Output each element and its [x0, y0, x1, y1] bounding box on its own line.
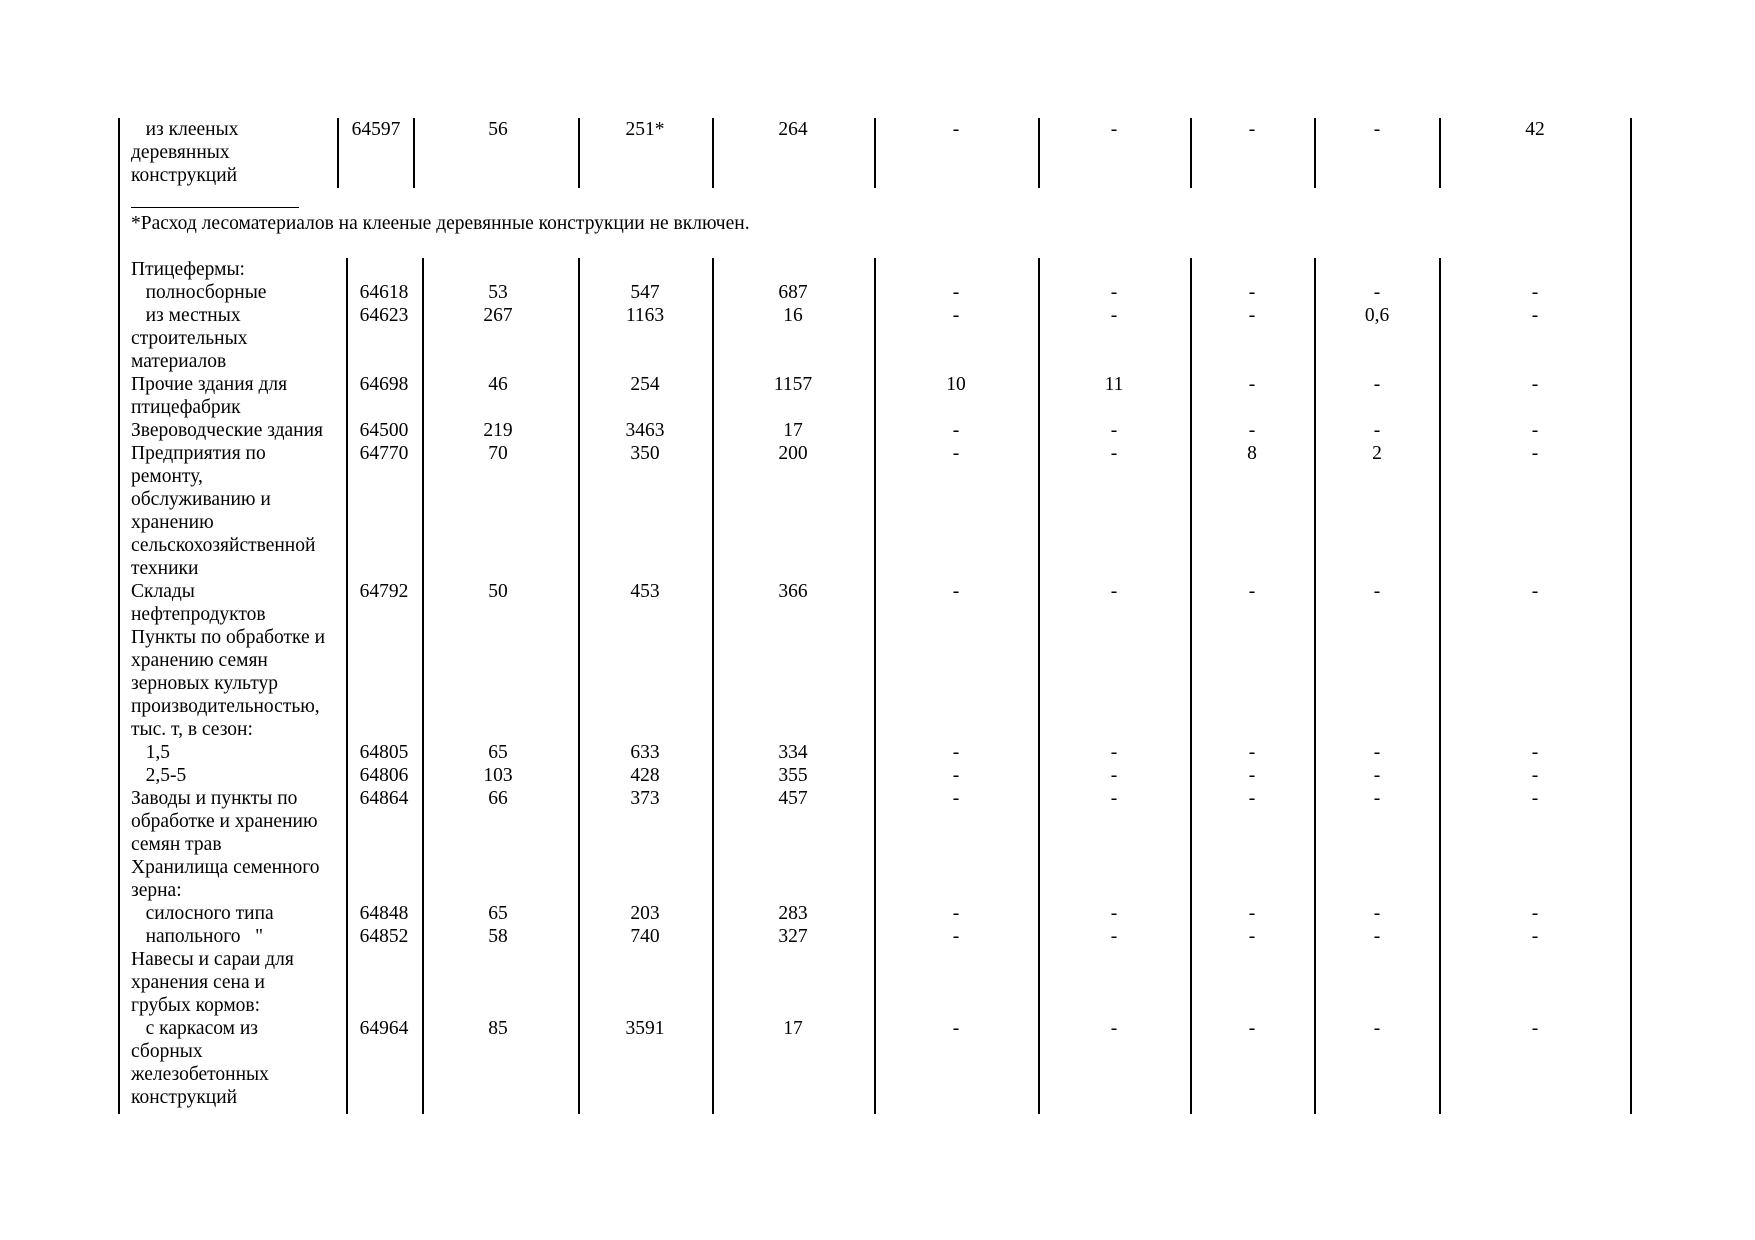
column-border-2 — [422, 258, 424, 1114]
row-name-line: зерновых культур — [131, 673, 278, 694]
column-border-top-5 — [874, 118, 876, 188]
row-value: - — [1248, 374, 1256, 395]
row-name-line: 2,5-5 — [131, 765, 187, 786]
row-code: 64805 — [359, 742, 409, 763]
row-value: - — [1531, 305, 1539, 326]
row-name-line: Навесы и сараи для — [131, 949, 294, 970]
row-code: 64792 — [359, 581, 409, 602]
row-value: - — [1248, 765, 1256, 786]
row-name-line: деревянных — [131, 142, 230, 163]
row-value: - — [1248, 282, 1256, 303]
row-value: 56 — [488, 119, 508, 140]
row-value: 1157 — [773, 374, 813, 395]
row-value: 366 — [778, 581, 808, 602]
row-value: - — [1110, 443, 1118, 464]
column-border-top-8 — [1314, 118, 1316, 188]
row-name-line: Прочие здания для — [131, 374, 288, 395]
row-value: - — [1531, 765, 1539, 786]
row-name-line: конструкций — [131, 1087, 238, 1108]
row-value: - — [952, 742, 960, 763]
row-value: - — [1110, 282, 1118, 303]
row-value: 1163 — [625, 305, 665, 326]
row-value: - — [1373, 926, 1381, 947]
row-code: 64848 — [359, 903, 409, 924]
row-value: - — [1531, 788, 1539, 809]
row-value: 334 — [778, 742, 808, 763]
column-border-8 — [1314, 258, 1316, 1114]
row-value: - — [1110, 926, 1118, 947]
row-code: 64618 — [359, 282, 409, 303]
row-value: 85 — [488, 1018, 508, 1039]
row-value: - — [952, 903, 960, 924]
row-name-line: зерна: — [131, 880, 182, 901]
column-border-top-3 — [578, 118, 580, 188]
row-value: - — [1248, 742, 1256, 763]
row-value: - — [1110, 119, 1118, 140]
row-value: 46 — [488, 374, 508, 395]
row-name-line: полносборные — [131, 282, 267, 303]
row-value: - — [952, 788, 960, 809]
row-name-line: Звероводческие здания — [131, 420, 324, 441]
row-value: - — [1373, 374, 1381, 395]
row-value: 283 — [778, 903, 808, 924]
row-value: - — [1110, 903, 1118, 924]
column-border-top-10 — [1630, 118, 1632, 188]
row-value: - — [1531, 282, 1539, 303]
row-value: 10 — [946, 374, 966, 395]
row-value: 66 — [488, 788, 508, 809]
row-value: - — [952, 926, 960, 947]
row-value: 373 — [630, 788, 660, 809]
row-name-line: из клееных — [131, 119, 239, 140]
row-code: 64852 — [359, 926, 409, 947]
row-value: 350 — [630, 443, 660, 464]
row-value: 65 — [488, 903, 508, 924]
row-code: 64964 — [359, 1018, 409, 1039]
row-value: - — [952, 282, 960, 303]
row-value: 453 — [630, 581, 660, 602]
row-value: 203 — [630, 903, 660, 924]
row-value: - — [952, 443, 960, 464]
row-value: 17 — [783, 420, 803, 441]
row-value: 3591 — [625, 1018, 665, 1039]
row-value: - — [952, 765, 960, 786]
row-value: 267 — [483, 305, 513, 326]
row-code: 64623 — [359, 305, 409, 326]
row-value: 0,6 — [1364, 305, 1390, 326]
row-value: 457 — [778, 788, 808, 809]
row-value: - — [1110, 305, 1118, 326]
row-value: - — [1110, 765, 1118, 786]
row-value: 3463 — [625, 420, 665, 441]
row-value: - — [1373, 742, 1381, 763]
row-value: 200 — [778, 443, 808, 464]
row-value: 16 — [783, 305, 803, 326]
row-value: 740 — [630, 926, 660, 947]
row-name-line: Предприятия по — [131, 443, 266, 464]
column-border-9 — [1439, 258, 1441, 1114]
row-value: 687 — [778, 282, 808, 303]
column-border-top-6 — [1038, 118, 1040, 188]
row-name-line: железобетонных — [131, 1064, 269, 1085]
row-value: 70 — [488, 443, 508, 464]
row-name-line: Заводы и пункты по — [131, 788, 298, 809]
row-value: 65 — [488, 742, 508, 763]
row-value: - — [1373, 420, 1381, 441]
row-value: - — [1373, 903, 1381, 924]
row-value: 327 — [778, 926, 808, 947]
row-value: 2 — [1372, 443, 1382, 464]
row-value: - — [1248, 420, 1256, 441]
row-name-line: 1,5 — [131, 742, 170, 763]
row-value: - — [1373, 282, 1381, 303]
row-name-line: хранению — [131, 512, 214, 533]
row-value: - — [1531, 420, 1539, 441]
row-name-line: силосного типа — [131, 903, 274, 924]
row-value: - — [952, 305, 960, 326]
column-border-5 — [874, 258, 876, 1114]
row-code: 64864 — [359, 788, 409, 809]
footnote-text: *Расход лесоматериалов на клееные деревянные конструкции не включен. — [131, 213, 750, 234]
row-value: - — [1248, 1018, 1256, 1039]
row-value: - — [1531, 903, 1539, 924]
row-value: - — [1110, 420, 1118, 441]
row-name-line: хранению семян — [131, 650, 268, 671]
column-border-6 — [1038, 258, 1040, 1114]
row-name-line: строительных — [131, 328, 248, 349]
row-name-line: напольного " — [131, 926, 264, 947]
row-name-line: сборных — [131, 1041, 203, 1062]
right-border-footnote — [1630, 188, 1632, 258]
row-name-line: семян трав — [131, 834, 222, 855]
row-value: - — [1248, 903, 1256, 924]
column-border-3 — [578, 258, 580, 1114]
row-value: 50 — [488, 581, 508, 602]
row-value: 8 — [1247, 443, 1257, 464]
row-value: - — [1531, 1018, 1539, 1039]
row-code: 64770 — [359, 443, 409, 464]
column-border-top-1 — [337, 118, 339, 188]
row-value: - — [1531, 374, 1539, 395]
row-value: 428 — [630, 765, 660, 786]
row-value: 264 — [778, 119, 808, 140]
row-value: - — [1373, 119, 1381, 140]
row-name-line: грубых кормов: — [131, 995, 261, 1016]
row-value: - — [952, 1018, 960, 1039]
row-value: 103 — [483, 765, 513, 786]
row-value: 547 — [630, 282, 660, 303]
row-name-line: нефтепродуктов — [131, 604, 266, 625]
row-value: 219 — [483, 420, 513, 441]
column-border-top-2 — [413, 118, 415, 188]
row-value: 355 — [778, 765, 808, 786]
row-code: 64500 — [359, 420, 409, 441]
footnote-rule — [131, 207, 299, 208]
row-value: - — [1373, 788, 1381, 809]
row-value: 254 — [630, 374, 660, 395]
row-name-line: тыс. т, в сезон: — [131, 719, 253, 740]
row-value: 53 — [488, 282, 508, 303]
row-name-line: сельскохозяйственной — [131, 535, 316, 556]
row-name-line: хранения сена и — [131, 972, 265, 993]
row-value: - — [1531, 926, 1539, 947]
row-name-line: обслуживанию и — [131, 489, 271, 510]
row-name-line: с каркасом из — [131, 1018, 258, 1039]
row-value: 633 — [630, 742, 660, 763]
row-name-line: из местных — [131, 305, 241, 326]
row-name-line: конструкций — [131, 165, 238, 186]
row-name-line: ремонту, — [131, 466, 203, 487]
row-value: - — [952, 119, 960, 140]
row-value: - — [952, 420, 960, 441]
row-name-line: материалов — [131, 351, 227, 372]
row-name-line: техники — [131, 558, 199, 579]
row-name-line: обработке и хранению — [131, 811, 318, 832]
column-border-4 — [712, 258, 714, 1114]
row-value: - — [1248, 926, 1256, 947]
row-value: - — [1248, 305, 1256, 326]
column-border-top-4 — [712, 118, 714, 188]
row-value: - — [1248, 581, 1256, 602]
row-value: - — [1110, 742, 1118, 763]
row-value: - — [1248, 788, 1256, 809]
column-border-top-9 — [1439, 118, 1441, 188]
row-value: - — [1373, 1018, 1381, 1039]
row-name-line: Хранилища семенного — [131, 857, 320, 878]
column-border-top-0 — [118, 118, 120, 188]
column-border-0 — [118, 258, 120, 1114]
row-value: 17 — [783, 1018, 803, 1039]
row-value: - — [1531, 581, 1539, 602]
row-value: - — [1110, 581, 1118, 602]
column-border-10 — [1630, 258, 1632, 1114]
row-name-line: птицефабрик — [131, 397, 241, 418]
row-value: - — [1373, 581, 1381, 602]
row-value: - — [1110, 788, 1118, 809]
row-code: 64806 — [359, 765, 409, 786]
row-value: 58 — [488, 926, 508, 947]
row-name-line: Склады — [131, 581, 195, 602]
row-name-line: Птицефермы: — [131, 259, 245, 280]
row-value: 42 — [1525, 119, 1545, 140]
row-value: 11 — [1104, 374, 1124, 395]
row-value: - — [1531, 443, 1539, 464]
row-value: - — [1248, 119, 1256, 140]
row-value: 251* — [625, 119, 665, 140]
left-border-footnote — [118, 188, 120, 258]
row-value: - — [1373, 765, 1381, 786]
row-value: - — [952, 581, 960, 602]
row-code: 64698 — [359, 374, 409, 395]
row-value: - — [1110, 1018, 1118, 1039]
row-name-line: производительностью, — [131, 696, 320, 717]
row-name-line: Пункты по обработке и — [131, 627, 326, 648]
row-value: - — [1531, 742, 1539, 763]
row-code: 64597 — [351, 119, 401, 140]
